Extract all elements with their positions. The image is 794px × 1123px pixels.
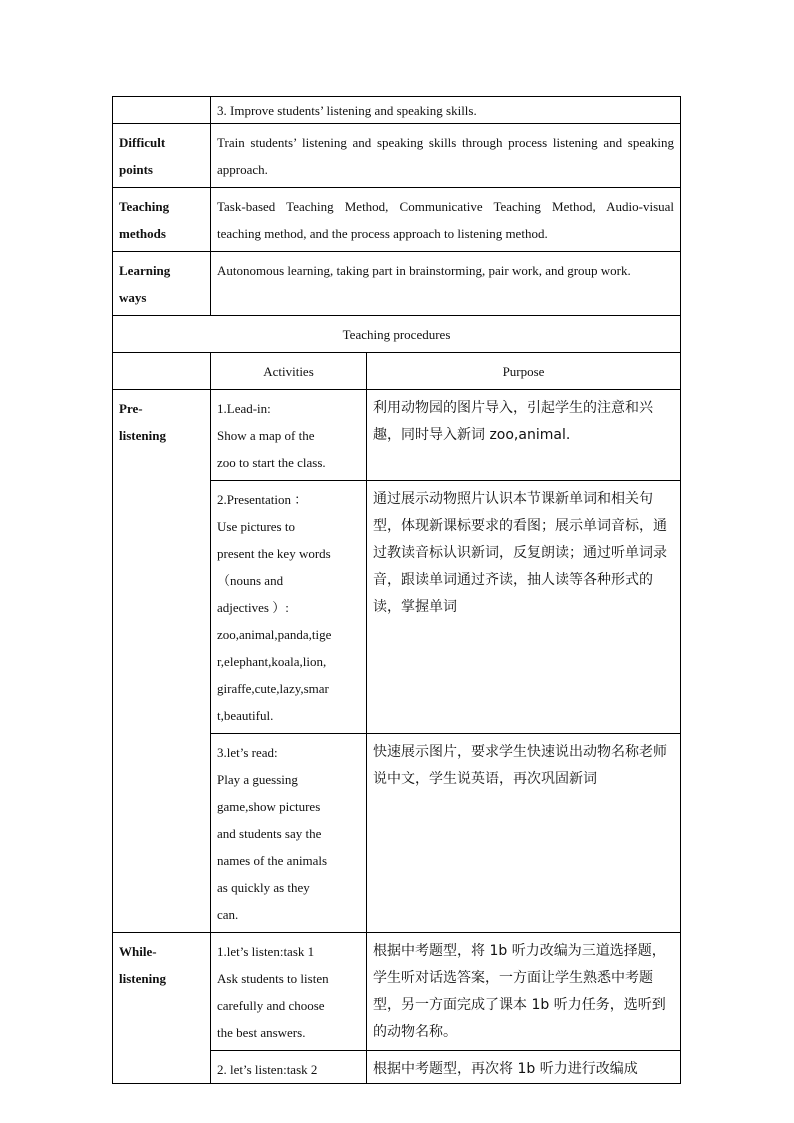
activity-line: zoo,animal,panda,tige	[217, 627, 332, 642]
pre-stage-line2: listening	[119, 428, 166, 443]
activity-line: adjectives ）:	[217, 600, 289, 615]
activity-line: zoo to start the class.	[217, 455, 326, 470]
learning-ways-label	[113, 252, 211, 316]
ways-label-line2: ways	[119, 290, 147, 305]
activity-line: Use pictures to	[217, 519, 295, 534]
objectives-text: 3. Improve students’ listening and speaking skills.	[211, 97, 681, 124]
activity-line: and students say the	[217, 826, 322, 841]
activity-line: 2.Presentation ：	[217, 492, 308, 507]
while-listening-stage	[113, 933, 211, 1084]
activity-line: as quickly as they	[217, 880, 310, 895]
activity-line: can.	[217, 907, 239, 922]
activity-row-lead-in	[113, 390, 681, 481]
difficult-points-text: Train students’ listening and speaking skills through process listening and speaking approach.	[211, 124, 681, 188]
purpose-read: 快速展示图片，要求学生快速说出动物名称老师说中文，学生说英语，再次巩固新词	[367, 734, 681, 933]
stage-header-cell	[113, 353, 211, 390]
activity-line: 1.Lead-in:	[217, 401, 271, 416]
purpose-header: Purpose	[367, 353, 681, 390]
activity-line: 2. let’s listen:task 2	[217, 1062, 318, 1077]
activity-presentation	[211, 481, 367, 734]
lesson-plan-table	[112, 96, 681, 1084]
teaching-methods-label	[113, 188, 211, 252]
procedures-header-row	[113, 353, 681, 390]
teaching-methods-row	[113, 188, 681, 252]
activity-line: names of the animals	[217, 853, 328, 868]
activities-header: Activities	[211, 353, 367, 390]
activity-line: game,show pictures	[217, 799, 321, 814]
objectives-label-cell	[113, 97, 211, 124]
activity-line: r,elephant,koala,lion,	[217, 654, 327, 669]
ways-label-line1: Learning	[119, 263, 171, 278]
while-stage-line1: While-	[119, 944, 157, 959]
activity-line: t,beautiful.	[217, 708, 274, 723]
learning-ways-text: Autonomous learning, taking part in brainstorming, pair work, and group work.	[211, 252, 681, 316]
pre-stage-line1: Pre-	[119, 401, 143, 416]
activity-lead-in	[211, 390, 367, 481]
purpose-listen-task2: 根据中考题型，再次将 1b 听力进行改编成	[367, 1051, 681, 1084]
activity-read	[211, 734, 367, 933]
purpose-listen-task1: 根据中考题型，将 1b 听力改编为三道选择题，学生听对话选答案，一方面让学生熟悉中考题型，另一方面完成了课本 1b 听力任务，选听到的动物名称。	[367, 933, 681, 1051]
difficult-points-label	[113, 124, 211, 188]
purpose-lead-in: 利用动物园的图片导入，引起学生的注意和兴趣，同时导入新词 zoo,animal.	[367, 390, 681, 481]
difficult-label-line2: points	[119, 162, 153, 177]
activity-line: 3.let’s read:	[217, 745, 278, 760]
activity-line: giraffe,cute,lazy,smar	[217, 681, 329, 696]
activity-listen-task2	[211, 1051, 367, 1084]
activity-line: present the key words	[217, 546, 331, 561]
teaching-methods-text: Task-based Teaching Method, Communicative Teaching Method, Audio-visual teaching method, and the process approach to listening method.	[211, 188, 681, 252]
learning-ways-row	[113, 252, 681, 316]
activity-line: the best answers.	[217, 1025, 306, 1040]
procedures-title-row	[113, 316, 681, 353]
objectives-row	[113, 97, 681, 124]
activity-line: Play a guessing	[217, 772, 298, 787]
activity-line: Show a map of the	[217, 428, 315, 443]
activity-listen-task1	[211, 933, 367, 1051]
activity-line: （nouns and	[217, 573, 284, 588]
activity-line: carefully and choose	[217, 998, 325, 1013]
activity-line: 1.let’s listen:task 1	[217, 944, 315, 959]
activity-row-listen-task1	[113, 933, 681, 1051]
pre-listening-stage	[113, 390, 211, 933]
difficult-points-row	[113, 124, 681, 188]
activity-line: Ask students to listen	[217, 971, 329, 986]
difficult-label-line1: Difficult	[119, 135, 166, 150]
procedures-title: Teaching procedures	[113, 316, 681, 353]
purpose-presentation: 通过展示动物照片认识本节课新单词和相关句型，体现新课标要求的看图；展示单词音标，通过教读音标认识新词，反复朗读；通过听单词录音，跟读单词通过齐读，抽人读等各种形式的读，掌握单词	[367, 481, 681, 734]
methods-label-line2: methods	[119, 226, 166, 241]
while-stage-line2: listening	[119, 971, 166, 986]
methods-label-line1: Teaching	[119, 199, 170, 214]
